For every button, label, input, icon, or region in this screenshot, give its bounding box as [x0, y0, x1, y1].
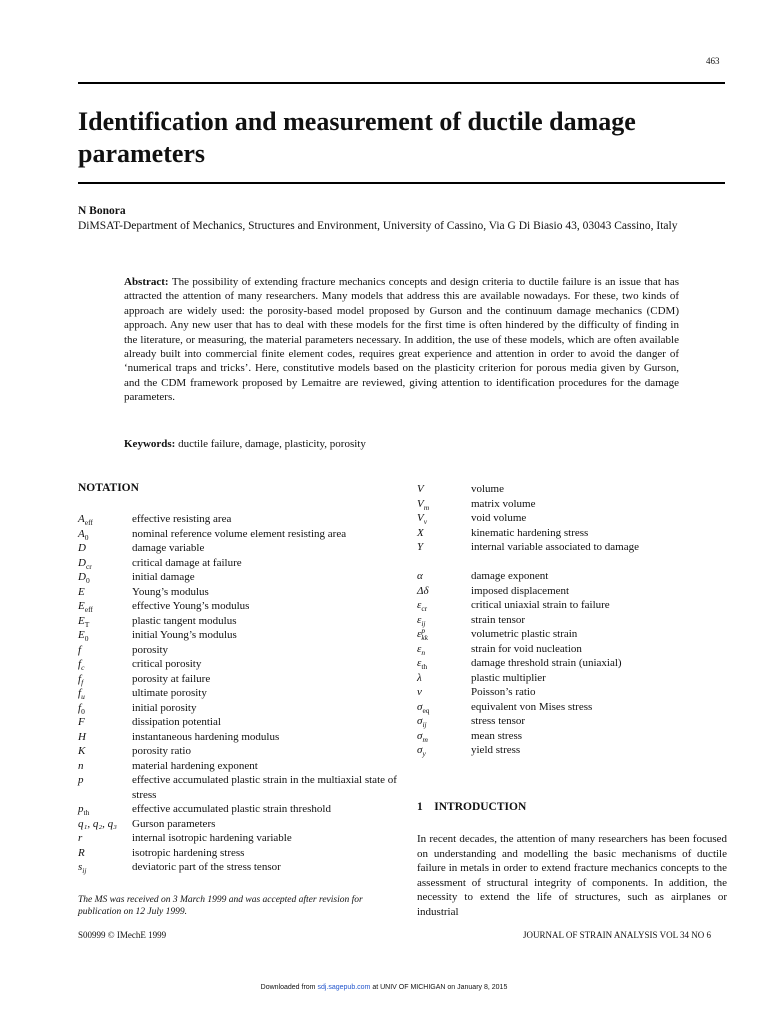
notation-row	[417, 540, 727, 555]
keywords	[124, 438, 366, 450]
notation-row	[78, 730, 398, 745]
notation-description: deviatoric part of the stress tensor	[132, 861, 281, 873]
keywords-text: ductile failure, damage, plasticity, porosity	[178, 438, 366, 450]
notation-row	[417, 569, 727, 584]
author: N Bonora	[78, 205, 126, 217]
notation-symbol: λ	[417, 671, 422, 684]
keywords-label: Keywords:	[124, 438, 176, 450]
notation-symbol: r	[78, 832, 83, 844]
notation-description: yield stress	[471, 744, 521, 756]
notation-symbol: E T	[78, 614, 90, 629]
notation-description: damage variable	[132, 542, 205, 554]
notation-symbol: F	[78, 716, 85, 728]
notation-symbol: σ m	[417, 729, 428, 744]
notation-row	[78, 657, 398, 672]
notation-description: effective accumulated plastic strain in the multiaxial state of stress	[132, 774, 397, 801]
notation-symbol: ν	[417, 686, 422, 698]
notation-symbol: H	[78, 730, 86, 743]
abstract-label: Abstract:	[124, 276, 169, 288]
notation-row	[78, 643, 398, 658]
download-notice	[0, 984, 768, 991]
notation-description: equivalent von Mises stress	[471, 700, 593, 713]
notation-row	[417, 497, 727, 512]
notation-symbol: α	[417, 570, 423, 582]
notation-symbol: ε cr	[417, 599, 428, 613]
received-footnote: The MS was received on 3 March 1999 and was accepted after revision for publication on 12 July 1999.	[78, 895, 363, 917]
notation-row	[78, 817, 398, 832]
notation-row	[78, 512, 398, 527]
notation-row	[78, 846, 398, 861]
notation-symbol: p th	[78, 803, 90, 817]
notation-description: ultimate porosity	[132, 687, 207, 699]
notation-right-2	[417, 569, 727, 758]
journal-footer: JOURNAL OF STRAIN ANALYSIS VOL 34 NO 6	[523, 930, 712, 940]
notation-description: strain for void nucleation	[471, 642, 582, 655]
notation-row	[78, 628, 398, 643]
notation-symbol: E 0	[78, 629, 89, 643]
notation-description: effective accumulated plastic strain threshold	[132, 803, 331, 815]
introduction-text: In recent decades, the attention of many researchers has been focused on understanding and modelling the basic mechanisms of ductile failure in metals in order to extend fracture mechanics concepts to the assessment of structural integrity of components. In addition, the necessity to extend the life of structures, such as airplanes or industrial	[417, 833, 727, 918]
notation-symbol: s ij	[78, 861, 87, 875]
notation-symbol: q₁, q₂, q₃	[78, 817, 117, 830]
notation-symbol: Y	[417, 541, 424, 553]
notation-symbol: A eff	[78, 513, 93, 527]
notation-symbol: V v	[417, 512, 428, 526]
notation-description: Young’s modulus	[132, 585, 209, 598]
notation-row	[78, 585, 398, 600]
notation-description: critical uniaxial strain to failure	[471, 599, 610, 611]
notation-description: Gurson parameters	[132, 817, 216, 830]
notation-symbol: R	[78, 846, 85, 859]
notation-symbol: D 0	[78, 571, 90, 585]
download-link[interactable]: sdj.sagepub.com	[317, 984, 371, 991]
notation-description: plastic multiplier	[471, 671, 546, 684]
notation-row	[417, 743, 727, 758]
notation-description: void volume	[471, 512, 527, 524]
notation-description: porosity	[132, 643, 169, 656]
notation-row	[78, 527, 398, 542]
notation-symbol: f	[78, 643, 82, 656]
notation-row	[78, 715, 398, 730]
notation-description: strain tensor	[471, 613, 526, 626]
notation-row	[78, 686, 398, 701]
notation-description: initial Young’s modulus	[132, 629, 237, 641]
notation-symbol: f c	[78, 658, 85, 672]
notation-left	[78, 512, 398, 875]
notation-row	[78, 773, 398, 802]
notation-symbol: K	[78, 745, 86, 757]
notation-description: volumetric plastic strain	[471, 628, 578, 640]
section-title: INTRODUCTION	[434, 801, 527, 813]
notation-row	[417, 584, 727, 599]
notation-symbol: Δδ	[417, 584, 429, 597]
notation-row	[417, 627, 727, 642]
notation-heading: NOTATION	[78, 482, 139, 494]
download-prefix: Downloaded from	[260, 984, 318, 991]
copyright-footer: S00999 © IMechE 1999	[78, 930, 167, 940]
notation-symbol: V m	[417, 497, 430, 512]
top-rule	[78, 82, 725, 84]
notation-description: damage threshold strain (uniaxial)	[471, 657, 622, 669]
notation-row	[78, 541, 398, 556]
abstract	[124, 275, 679, 405]
notation-row	[78, 556, 398, 571]
notation-description: initial porosity	[132, 701, 197, 714]
notation-description: critical porosity	[132, 658, 202, 670]
notation-symbol: f f	[78, 672, 84, 687]
notation-description: dissipation potential	[132, 716, 221, 728]
notation-description: effective Young’s modulus	[132, 600, 250, 612]
notation-row	[78, 860, 398, 875]
notation-symbol: X	[417, 526, 424, 539]
notation-row	[417, 685, 727, 700]
notation-row	[78, 701, 398, 716]
notation-row	[417, 714, 727, 729]
notation-description: effective resisting area	[132, 513, 232, 525]
notation-row	[78, 672, 398, 687]
introduction-heading	[417, 801, 526, 813]
notation-symbol: p	[78, 774, 84, 786]
notation-description: material hardening exponent	[132, 759, 258, 772]
notation-description: mean stress	[471, 729, 523, 742]
notation-description: Poisson’s ratio	[471, 686, 536, 698]
abstract-text: The possibility of extending fracture mechanics concepts and design criteria to ductile failure is an issue that has attracted the attention of many researchers. Many models that address this are available nowadays. For these, two kinds of approach are widely used: the porosity-based model proposed by Gurson and the continuum damage mechanics (CDM) approach. Any new user that has to deal with these models for the first time is often hindered by the difficulty of finding in the literature, or measuring, the material parameters necessary. In addition, the use of these models, which are often available already built into commercial finite element codes, requires great experience and attention in order to avoid the danger of ‘numerical traps and tricks’. Here, constitutive models based on the plasticity criterion for porous media given by Gurson, and the CDM framework proposed by Lemaitre are reviewed, giving attention to identification procedures for the damage parameters.	[124, 276, 679, 404]
notation-description: internal variable associated to damage	[471, 541, 639, 553]
notation-symbol: σ y	[417, 744, 426, 758]
notation-row	[78, 570, 398, 585]
notation-row	[78, 744, 398, 759]
notation-row	[417, 511, 727, 526]
notation-row	[417, 613, 727, 628]
affiliation: DiMSAT-Department of Mechanics, Structures and Environment, University of Cassino, Via G Di Biasio 43, 03043 Cassino, Italy	[78, 220, 678, 232]
notation-row	[417, 482, 727, 497]
notation-row	[417, 671, 727, 686]
notation-symbol: f u	[78, 687, 85, 701]
notation-description: initial damage	[132, 571, 195, 583]
notation-row	[78, 759, 398, 774]
notation-description: critical damage at failure	[132, 556, 242, 569]
download-suffix: at UNIV OF MICHIGAN on January 8, 2015	[370, 984, 508, 991]
notation-symbol: ε n	[417, 642, 426, 657]
notation-symbol: V	[417, 483, 424, 495]
notation-symbol: E	[78, 585, 85, 598]
notation-symbol: D	[78, 542, 86, 554]
notation-symbol: f 0	[78, 701, 85, 716]
notation-row	[417, 598, 727, 613]
notation-description: instantaneous hardening modulus	[132, 730, 280, 743]
paper-title: Identification and measurement of ductile damage parameters	[78, 107, 636, 168]
notation-symbol: A 0	[78, 527, 89, 542]
notation-row	[417, 642, 727, 657]
notation-symbol: ε th	[417, 657, 428, 671]
notation-description: porosity at failure	[132, 672, 211, 685]
notation-row	[78, 614, 398, 629]
notation-symbol: σ eq	[417, 700, 430, 715]
notation-description: nominal reference volume element resisting area	[132, 527, 347, 540]
notation-row	[78, 599, 398, 614]
notation-description: kinematic hardening stress	[471, 526, 589, 539]
page-number: 463	[706, 56, 720, 66]
notation-row	[417, 700, 727, 715]
notation-row	[78, 831, 398, 846]
notation-description: isotropic hardening stress	[132, 846, 245, 859]
notation-row	[417, 526, 727, 541]
notation-symbol: ε p kk	[417, 626, 429, 642]
notation-description: damage exponent	[471, 570, 549, 582]
notation-description: porosity ratio	[132, 745, 191, 757]
notation-right-1	[417, 482, 727, 555]
notation-description: internal isotropic hardening variable	[132, 832, 292, 844]
notation-symbol: n	[78, 759, 84, 772]
notation-symbol: E eff	[78, 600, 93, 614]
title-rule	[78, 182, 725, 184]
notation-symbol: ε ij	[417, 613, 426, 628]
notation-row	[78, 802, 398, 817]
notation-description: stress tensor	[471, 715, 526, 727]
notation-description: volume	[471, 483, 504, 495]
notation-description: imposed displacement	[471, 584, 570, 597]
notation-description: matrix volume	[471, 497, 536, 510]
notation-row	[417, 656, 727, 671]
notation-description: plastic tangent modulus	[132, 614, 237, 627]
notation-symbol: σ ij	[417, 715, 427, 729]
notation-row	[417, 729, 727, 744]
section-number: 1	[417, 801, 423, 813]
notation-symbol: D cr	[78, 556, 92, 571]
